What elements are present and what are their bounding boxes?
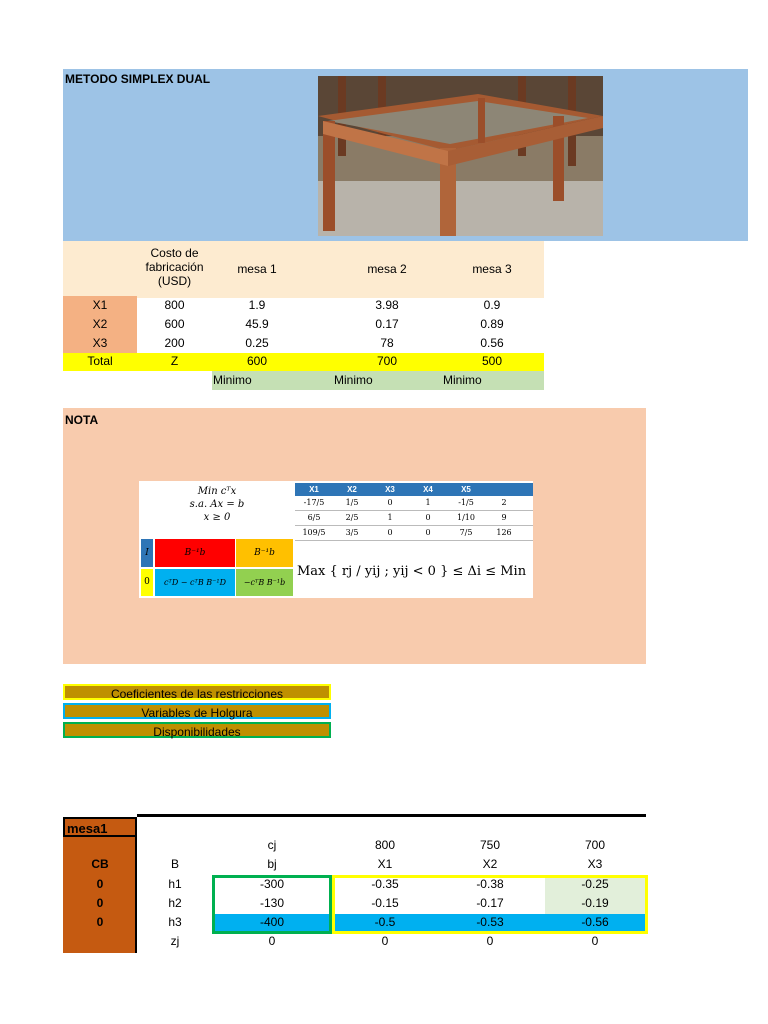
total-label: Total xyxy=(87,354,113,368)
h1-x2: -0.38 xyxy=(476,877,504,891)
table-top-border xyxy=(137,814,646,817)
total-mesa2: 700 xyxy=(376,354,398,368)
mini-header-x2: X2 xyxy=(347,485,357,494)
column-header-mesa3: mesa 3 xyxy=(472,262,512,276)
legend-holgura: Variables de Holgura xyxy=(63,703,331,719)
bj-h1: -300 xyxy=(259,877,285,891)
total-mesa1: 600 xyxy=(246,354,268,368)
formula-line-nonneg: x ≥ 0 xyxy=(203,512,231,523)
legend-disponibilidades: Disponibilidades xyxy=(63,722,331,738)
var-header-x3: X3 xyxy=(587,857,603,871)
minimo-row xyxy=(212,371,544,390)
cost-column-header: Costo de fabricación (USD) xyxy=(145,246,204,288)
mini-cell: 126 xyxy=(496,528,512,537)
mini-cell: 0 xyxy=(387,528,393,537)
row-label-x2: X2 xyxy=(63,315,137,334)
h3-x3: -0.56 xyxy=(581,915,609,929)
h3-x2: -0.53 xyxy=(476,915,504,929)
ratio-expression: Max { rj / yij ; yij < 0 } ≤ Δi ≤ Min xyxy=(297,564,527,579)
mini-cell: 9 xyxy=(501,513,507,522)
mini-header-x1: X1 xyxy=(309,485,319,494)
mini-cell: 1 xyxy=(387,513,393,522)
cell-x3-mesa3: 0.56 xyxy=(480,336,504,350)
mini-cell: 6/5 xyxy=(307,513,321,522)
minimo-mesa3: Minimo xyxy=(443,373,482,387)
cell-x1-mesa1: 1.9 xyxy=(248,298,266,312)
cb-h2: 0 xyxy=(96,896,104,910)
mini-header-x4: X4 xyxy=(423,485,433,494)
cell-x2-mesa1: 45.9 xyxy=(245,317,269,331)
mini-cell: 7/5 xyxy=(459,528,473,537)
zero-block: 0 xyxy=(141,569,153,596)
h3-x1: -0.5 xyxy=(374,915,396,929)
b-h3: h3 xyxy=(168,915,182,929)
formula-line-objective: Min cᵀx xyxy=(197,486,237,497)
zj-label: zj xyxy=(170,934,180,948)
nota-title: NOTA xyxy=(65,413,99,427)
mini-cell: 0 xyxy=(425,528,431,537)
page-title: METODO SIMPLEX DUAL xyxy=(65,72,211,86)
bj-header: bj xyxy=(267,857,277,871)
h1-x1: -0.35 xyxy=(371,877,399,891)
mini-table xyxy=(295,483,533,541)
mini-cell: -1/5 xyxy=(458,498,474,507)
column-header-mesa1: mesa 1 xyxy=(237,262,277,276)
var-header-x2: X2 xyxy=(482,857,498,871)
total-mesa3: 500 xyxy=(481,354,503,368)
total-z: Z xyxy=(170,354,179,368)
cb-h1: 0 xyxy=(96,877,104,891)
bj-h3: -400 xyxy=(259,915,285,929)
table-photo xyxy=(318,76,603,236)
bj-h2: -130 xyxy=(259,896,285,910)
h2-x1: -0.15 xyxy=(371,896,399,910)
mini-cell: 3/5 xyxy=(345,528,359,537)
mesa1-label: mesa1 xyxy=(63,817,137,837)
cell-x2-mesa3: 0.89 xyxy=(480,317,504,331)
binv-b-red-block: B⁻¹b xyxy=(155,539,235,567)
formula-image xyxy=(139,481,533,598)
zj-x1: 0 xyxy=(381,934,389,948)
b-header: B xyxy=(170,857,179,871)
column-header-mesa2: mesa 2 xyxy=(367,262,407,276)
zj-x2: 0 xyxy=(486,934,494,948)
mini-cell: 0 xyxy=(387,498,393,507)
cb-header: CB xyxy=(91,857,109,871)
cj-x2: 750 xyxy=(479,838,501,852)
mini-cell: 1 xyxy=(425,498,431,507)
minimo-mesa2: Minimo xyxy=(334,373,373,387)
mini-cell: 109/5 xyxy=(302,528,326,537)
objective-value-block: −cᵀB B⁻¹b xyxy=(236,569,293,596)
cell-x3-mesa2: 78 xyxy=(380,336,394,350)
reduced-cost-block: cᵀD − cᵀB B⁻¹D xyxy=(155,569,235,596)
mini-cell: 1/5 xyxy=(345,498,359,507)
b-h1: h1 xyxy=(168,877,182,891)
b-h2: h2 xyxy=(168,896,182,910)
cell-x3-mesa1: 0.25 xyxy=(245,336,269,350)
h1-x3: -0.25 xyxy=(581,877,609,891)
var-header-x1: X1 xyxy=(377,857,393,871)
identity-block: I xyxy=(141,539,153,567)
cj-x3: 700 xyxy=(584,838,606,852)
row-label-x1: X1 xyxy=(63,296,137,315)
mini-cell: 2 xyxy=(501,498,507,507)
row-label-x3: X3 xyxy=(63,334,137,353)
minimo-mesa1: Minimo xyxy=(213,373,252,387)
cell-x1-mesa3: 0.9 xyxy=(483,298,501,312)
mini-cell: 0 xyxy=(425,513,431,522)
h2-x3: -0.19 xyxy=(581,896,609,910)
cj-x1: 800 xyxy=(374,838,396,852)
formula-line-constraint: s.a. Ax = b xyxy=(189,499,245,510)
mini-cell: -17/5 xyxy=(303,498,325,507)
h2-x2: -0.17 xyxy=(476,896,504,910)
cell-x1-mesa2: 3.98 xyxy=(375,298,399,312)
mini-cell: 1/10 xyxy=(457,513,475,522)
legend-restricciones: Coeficientes de las restricciones xyxy=(63,684,331,700)
mini-cell: 2/5 xyxy=(345,513,359,522)
cj-label: cj xyxy=(267,838,277,852)
cell-x2-mesa2: 0.17 xyxy=(375,317,399,331)
zj-bj: 0 xyxy=(268,934,276,948)
zj-x3: 0 xyxy=(591,934,599,948)
cost-x2: 600 xyxy=(164,317,185,331)
mini-header-x3: X3 xyxy=(385,485,395,494)
cost-x1: 800 xyxy=(164,298,185,312)
cb-h3: 0 xyxy=(96,915,104,929)
mini-header-x5: X5 xyxy=(461,485,471,494)
binv-b-orange-block: B⁻¹b xyxy=(236,539,293,567)
cost-x3: 200 xyxy=(164,336,185,350)
